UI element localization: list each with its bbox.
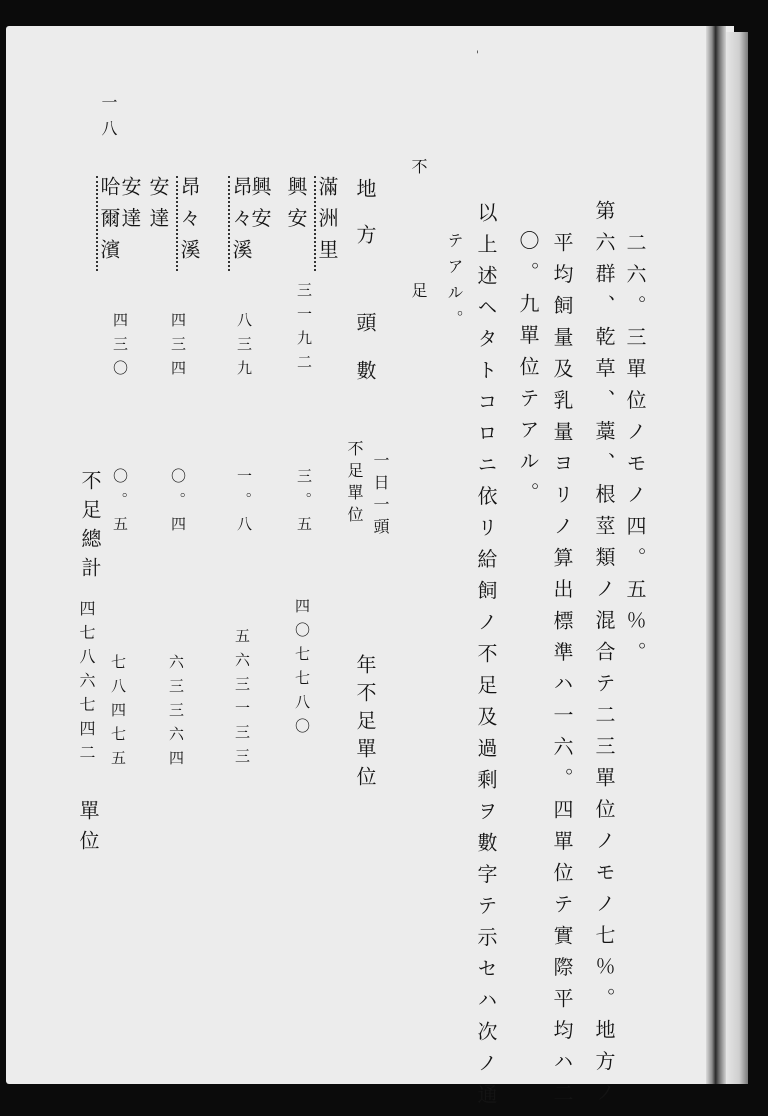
scan-speck: ' bbox=[476, 50, 479, 61]
row-region: 安達 bbox=[118, 176, 142, 239]
text-line-6: テアル。 bbox=[445, 232, 464, 336]
row-daily: 一。八 bbox=[235, 468, 253, 540]
total-unit: 單位 bbox=[76, 800, 100, 860]
book-spine-shadow bbox=[706, 26, 726, 1084]
row-daily: 〇。五 bbox=[111, 468, 129, 540]
row-region-cont: 安達 bbox=[146, 176, 170, 239]
row-daily: 〇。四 bbox=[169, 468, 187, 540]
row-head-count: 四三四 bbox=[169, 312, 187, 384]
row-annual: 四〇七七八〇 bbox=[293, 598, 311, 742]
section-title: 不 足 bbox=[409, 158, 428, 344]
text-line-5: 以上述ヘタトコロニ依リ給飼ノ不足及過剩ヲ數字テ示セハ次ノ通 bbox=[474, 202, 498, 1116]
row-head-count: 四三〇 bbox=[111, 312, 129, 384]
row-region-cont: 哈爾濱 bbox=[97, 176, 121, 271]
header-region: 地方 bbox=[353, 178, 377, 270]
text-line-3: 平均飼量及乳量ヨリノ算出標準ハ一六。四單位テ實際平均ハ二 bbox=[550, 232, 574, 1114]
header-annual: 年不足單位 bbox=[353, 654, 377, 794]
row-region: 昂々溪 bbox=[177, 176, 201, 271]
row-annual: 五六三一三三 bbox=[233, 628, 251, 772]
row-head-count: 八三九 bbox=[235, 312, 253, 384]
book-edge bbox=[726, 32, 748, 1084]
text-line-1: 二六。三單位ノモノ四。五％。 bbox=[623, 232, 647, 673]
page-number: 一八 bbox=[99, 94, 118, 146]
row-annual: 七八四七五 bbox=[109, 654, 127, 774]
header-daily-line2: 不足單位 bbox=[345, 440, 364, 528]
header-head-count: 頭數 bbox=[353, 312, 377, 408]
row-region-cont: 昂々溪 bbox=[229, 176, 253, 271]
text-line-4: 〇。九單位テアル。 bbox=[516, 230, 540, 514]
total-value: 四七八六七四二 bbox=[77, 600, 96, 768]
row-annual: 六三三六四 bbox=[167, 654, 185, 774]
row-region-cont: 興安 bbox=[284, 176, 308, 239]
row-daily: 三。五 bbox=[295, 468, 313, 540]
row-region: 滿洲里 bbox=[315, 176, 339, 271]
row-head-count: 三一九二 bbox=[295, 282, 313, 378]
text-line-2: 第六群、乾草、藁、根莖類ノ混合テ二三單位ノモノ七％。地方ノ bbox=[592, 200, 616, 1114]
row-region: 興安 bbox=[248, 176, 272, 239]
header-daily-line1: 一日一頭 bbox=[371, 452, 390, 540]
total-label: 不足總計 bbox=[78, 470, 102, 586]
